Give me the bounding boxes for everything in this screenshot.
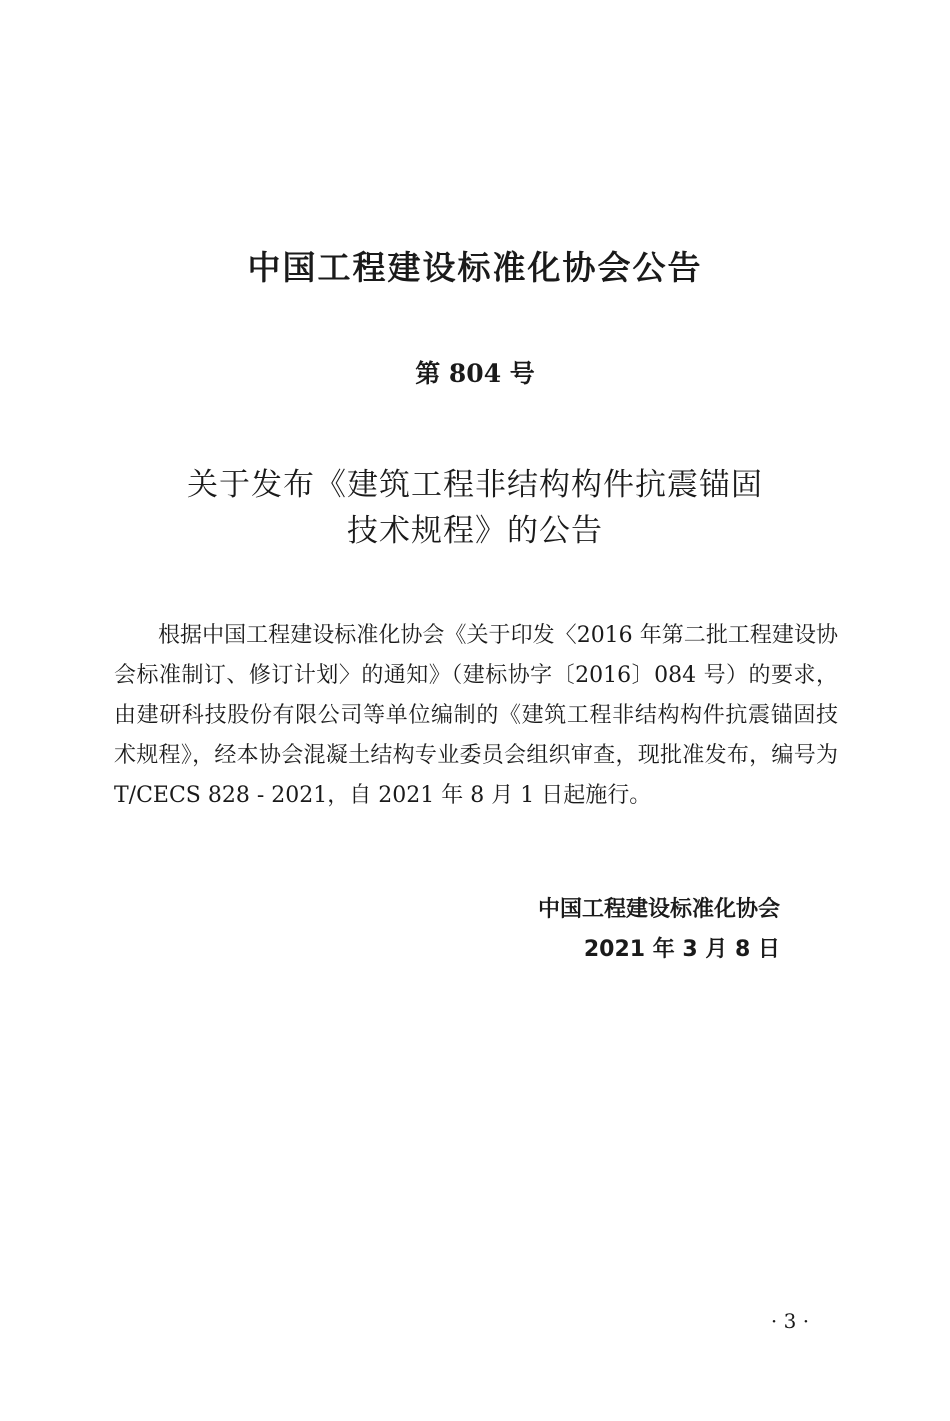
page-title: 中国工程建设标准化协会公告 [247,248,703,287]
notice-number: 第 804 号 [415,359,535,388]
notice-heading [110,462,840,554]
notice-heading-line-2: 技术规程》的公告 [347,513,603,549]
notice-heading-line-1: 关于发布《建筑工程非结构构件抗震锚固 [187,467,763,503]
page-number: · 3 · [770,1309,810,1333]
notice-body: 根据中国工程建设标准化协会《关于印发〈2016 年第二批工程建设协会标准制订、修订计划〉的通知》（建标协字〔2016〕084 号）的要求，由建研科技股份有限公司等单位编制的《建筑工程非结构构件抗震锚固技术规程》，经本协会混凝土结构专业委员会组织审查，现批准发布，编号为 T/CECS 828 - 2021，自 2021 年 8 月 1 日起施行。 [114,623,838,808]
signature-date: 2021 年 3 月 8 日 [583,937,780,962]
signature-block [380,890,780,970]
signature-organization: 中国工程建设标准化协会 [537,897,780,922]
